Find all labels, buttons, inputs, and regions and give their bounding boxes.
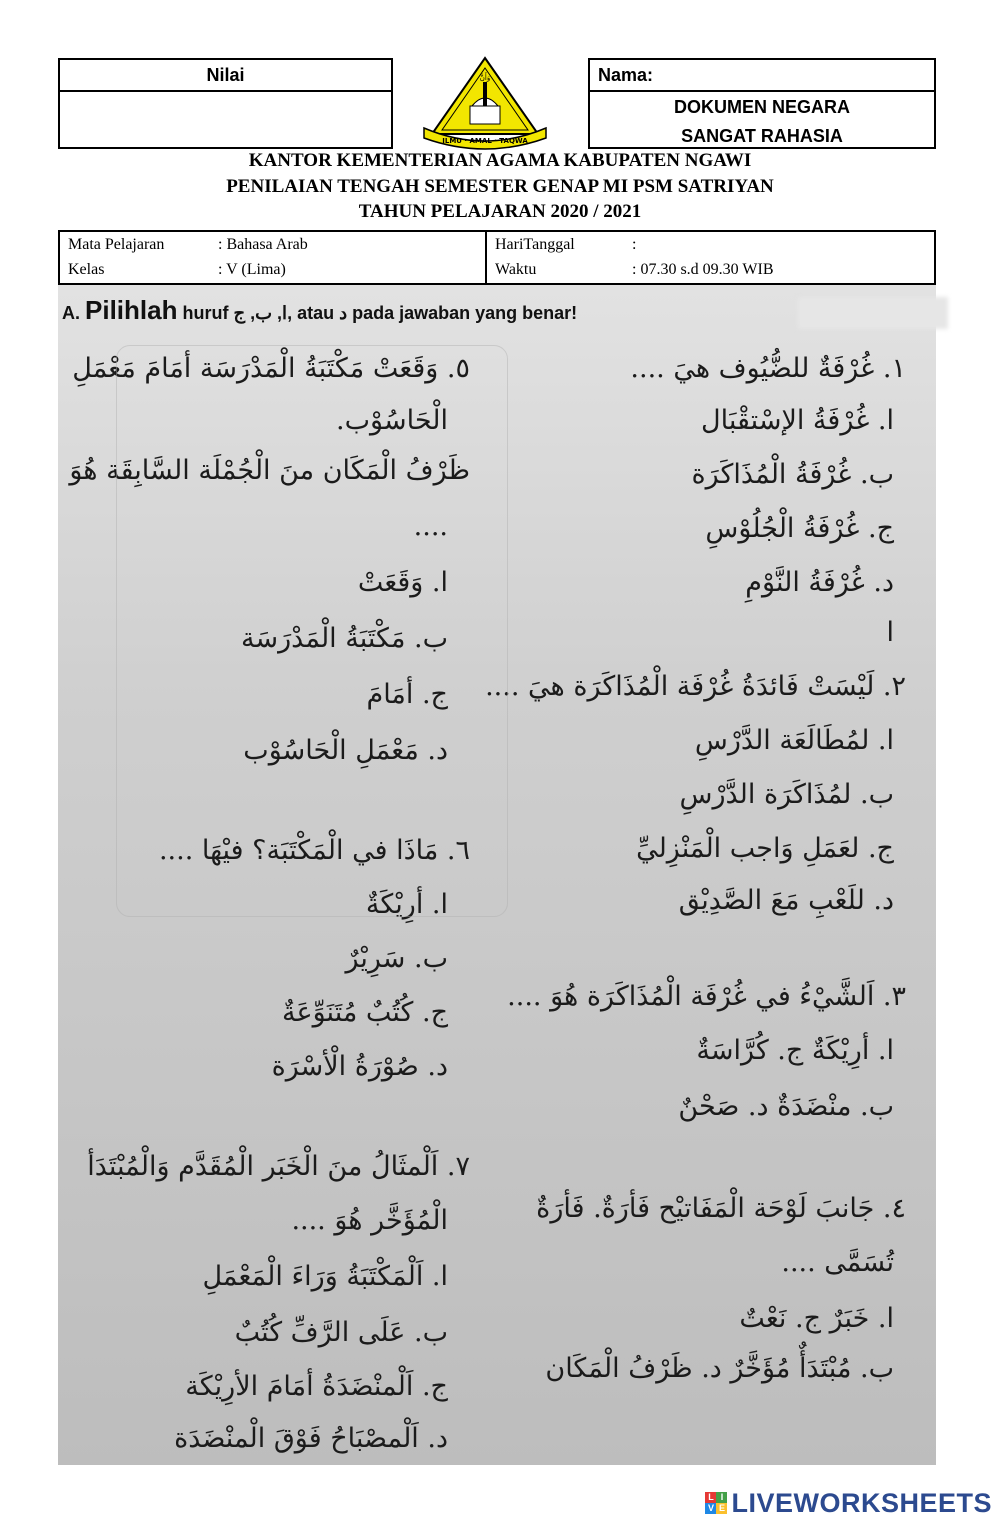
subject-label: Mata Pelajaran xyxy=(68,236,165,253)
q5-option-b: ب. مَكْتَبَةُ الْمَدْرَسَة xyxy=(241,623,448,654)
q5-stem-cont: الْحَاسُوْب. xyxy=(336,405,448,436)
q5-option-c: ج. أمَامَ xyxy=(366,679,448,710)
q7-option-c: ج. اَلْمنْضَدَةُ أمَامَ الأرِيْكَة xyxy=(185,1371,448,1402)
logo-motto: ILMU · AMAL · TAQWA xyxy=(442,137,528,145)
q4-options-bd: ب. مُبْتَدَأٌ مُؤَخَّرٌ د. ظَرْفُ الْمَكَان xyxy=(545,1353,894,1384)
scan-smudge xyxy=(798,297,948,329)
q1-option-b: ب. غُرْفَةُ الْمُذَاكَرَة xyxy=(691,459,894,490)
title-office: KANTOR KEMENTERIAN AGAMA KABUPATEN NGAWI xyxy=(248,150,752,171)
instruction-lead: Pilihlah xyxy=(85,295,178,325)
q5-option-a: ا. وَقَعَتْ xyxy=(357,567,448,598)
q2-option-d: د. للَعْبِ مَعَ الصَّدِيْق xyxy=(678,885,894,916)
q5-option-d: د. مَعْمَلِ الْحَاسُوْب xyxy=(243,735,448,766)
q1-stem: ١. غُرْفَةٌ للضُّيُوف هيَ .... xyxy=(630,353,906,384)
q4-stem-cont: تُسَمَّى .... xyxy=(781,1247,894,1278)
q3-options-ac: ا. أرِيْكَةٌ ج. كُرَّاسَةٌ xyxy=(696,1035,894,1066)
title-exam: PENILAIAN TENGAH SEMESTER GENAP MI PSM SATRIYAN xyxy=(226,176,774,197)
q2-stem: ٢. لَيْسَتْ فَائدَةُ غُرْفَة الْمُذَاكَرَة هيَ .... xyxy=(485,671,906,702)
nilai-box xyxy=(58,58,393,149)
nilai-label: Nilai xyxy=(60,60,391,92)
q7-option-d: د. اَلْمصْبَاحُ فَوْقَ الْمنْضَدَة xyxy=(174,1423,448,1454)
svg-text:وَأَنَّ: وَأَنَّ xyxy=(479,74,491,82)
nama-box xyxy=(588,58,936,149)
q7-stem-cont: الْمُؤَخَّر هُوَ .... xyxy=(291,1205,448,1236)
class-value: : V (Lima) xyxy=(218,261,286,278)
q2-option-c: ج. لعَمَلِ وَاجب الْمَنْزِليِّ xyxy=(636,833,894,864)
mark-letter-l: L xyxy=(705,1492,716,1503)
subject-value: : Bahasa Arab xyxy=(218,236,308,253)
q6-option-c: ج. كُتُبٌ مُتَنَوِّعَةٌ xyxy=(282,997,448,1028)
kemenag-logo-icon xyxy=(420,54,550,150)
liveworksheets-footer xyxy=(705,1488,992,1518)
q1-option-a: ا. غُرْفَةُ الإسْتقْبَال xyxy=(701,405,894,436)
date-value: : xyxy=(632,236,637,253)
q6-option-a: ا. أرِيْكَةٌ xyxy=(365,889,448,920)
q7-option-b: ب. عَلَى الرَّفِّ كُتُبٌ xyxy=(234,1317,448,1348)
q3-stem: ٣. اَلشَّيْءُ في غُرْفَة الْمُذَاكَرَة هُوَ .... xyxy=(507,981,906,1012)
liveworksheets-brand: LIVEWORKSHEETS xyxy=(731,1487,992,1518)
q5-question: ظَرْفُ الْمَكَان منَ الْجُمْلَة السَّابِقَة هُوَ xyxy=(69,455,470,486)
liveworksheets-mark-icon xyxy=(705,1492,727,1514)
instruction-text: huruf ا, ب, ج, atau د pada jawaban yang benar! xyxy=(177,303,578,323)
mark-letter-e: E xyxy=(716,1503,727,1514)
time-value: : 07.30 s.d 09.30 WIB xyxy=(632,261,774,278)
q7-option-a: ا. اَلْمَكْتَبَةُ وَرَاءَ الْمَعْمَلِ xyxy=(202,1261,448,1292)
classification-line1: DOKUMEN NEGARA xyxy=(673,97,850,117)
mark-letter-i: I xyxy=(716,1492,727,1503)
classification-line2: SANGAT RAHASIA xyxy=(681,126,843,146)
q1-option-c: ج. غُرْفَةُ الْجُلُوْسِ xyxy=(705,513,894,544)
time-label: Waktu xyxy=(495,261,537,278)
q1-stray-mark: ا xyxy=(886,617,894,648)
q6-stem: ٦. مَاذَا في الْمَكْتَبَة؟ فيْهَا .... xyxy=(158,835,470,866)
class-label: Kelas xyxy=(68,261,105,278)
q5-question-cont: .... xyxy=(413,511,448,542)
scanned-questions xyxy=(58,285,936,1465)
q4-stem: ٤. جَانبَ لَوْحَة الْمَفَاتيْح فَأرَةٌ. فَأرَةٌ xyxy=(536,1193,906,1224)
date-label: HariTanggal xyxy=(495,236,575,253)
q2-option-a: ا. لمُطَالَعَة الدَّرْسِ xyxy=(694,725,894,756)
q4-options-ac: ا. خَبَرٌ ج. نَعْتٌ xyxy=(739,1303,894,1334)
title-year: TAHUN PELAJARAN 2020 / 2021 xyxy=(358,201,642,222)
q6-option-d: د. صُوْرَةُ الْأسْرَة xyxy=(271,1051,448,1082)
q1-option-d: د. غُرْفَةُ النَّوْمِ xyxy=(745,567,894,598)
q3-options-bd: ب. منْضَدَةٌ د. صَحْنٌ xyxy=(678,1091,894,1122)
q6-option-b: ب. سَرِيْرٌ xyxy=(345,943,448,974)
q7-stem: ٧. اَلْمثَالُ منَ الْخَبَر الْمُقَدَّم وَالْمُبْتَدَأ xyxy=(87,1151,470,1182)
q5-stem: ٥. وَقَعَتْ مَكْتَبَةُ الْمَدْرَسَة أمَامَ مَعْمَلِ xyxy=(72,353,470,384)
mark-letter-v: V xyxy=(705,1503,716,1514)
info-divider xyxy=(485,232,487,283)
instruction xyxy=(62,295,577,326)
q2-option-b: ب. لمُذَاكَرَة الدَّرْسِ xyxy=(679,779,894,810)
nama-label: Nama: xyxy=(590,60,934,92)
info-table xyxy=(58,230,936,285)
instruction-prefix: A. xyxy=(62,303,80,323)
